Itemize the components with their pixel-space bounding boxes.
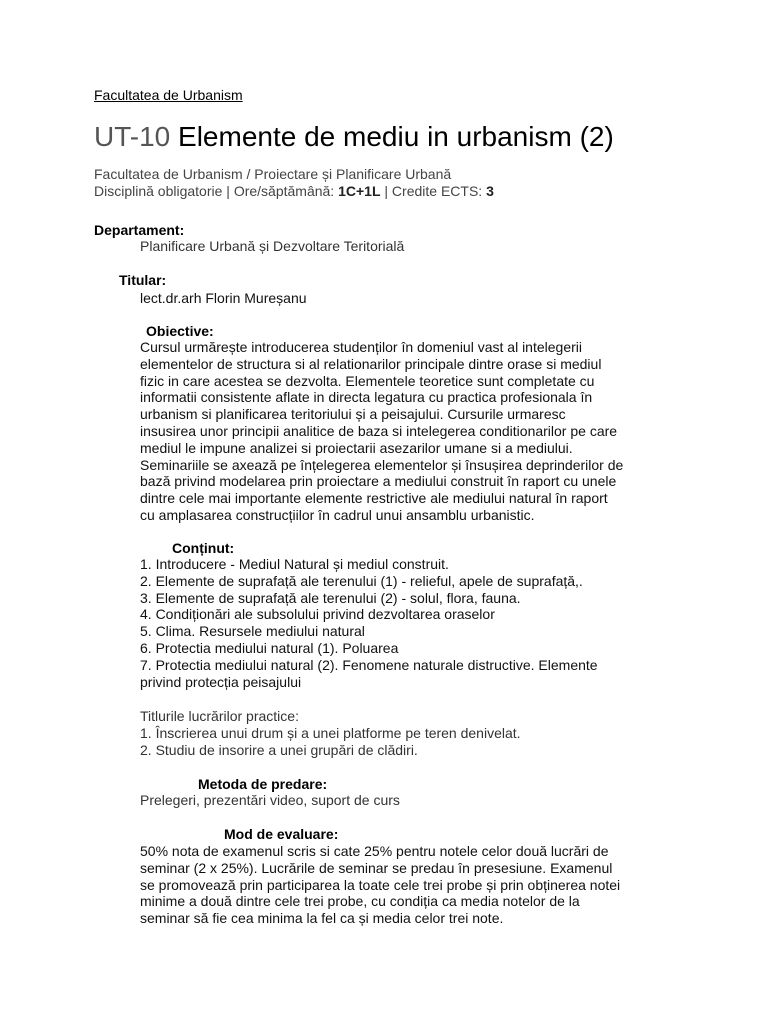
- evaluare-text: [140, 843, 620, 927]
- continut-label: Conținut:: [172, 540, 235, 556]
- meta-credits-value: 3: [486, 183, 494, 199]
- obiective-text: [140, 339, 623, 524]
- list-item: 2. Studiu de insorire a unei grupări de clădiri.: [140, 741, 418, 758]
- departament-text: Planificare Urbană și Dezvoltare Teritorială: [140, 238, 405, 254]
- text-line: bază privind modelarea prin proiectare a mediului construit în raport cu unele: [140, 473, 617, 490]
- lucrari-list: [140, 708, 521, 758]
- text-line: insusirea unor principii analitice de baza si intelegerea conditionarilor pe care: [140, 422, 618, 439]
- course-code: UT-10: [94, 121, 171, 152]
- continut-list: [140, 556, 598, 690]
- list-item: 7. Protectia mediului natural (2). Fenomene naturale distructive. Elemente: [140, 656, 598, 673]
- text-line: Seminariile se axează pe înțelegerea elementelor și însușirea deprinderilor de: [140, 456, 624, 473]
- obiective-label: Obiective:: [146, 323, 214, 339]
- faculty-link[interactable]: Facultatea de Urbanism: [94, 87, 243, 103]
- list-item: 1. Introducere - Mediul Natural și mediul construit.: [140, 556, 449, 572]
- titular-value: [140, 290, 307, 307]
- list-item: 4. Condiționări ale subsolului privind dezvoltarea oraselor: [140, 606, 495, 623]
- list-item: privind protecția peisajului: [140, 673, 302, 690]
- text-line: urbanism si planificarea teritoriului și a peisajului. Cursurile urmaresc: [140, 406, 566, 423]
- list-item: 1. Înscrierea unui drum și a unei platforme pe teren denivelat.: [140, 724, 521, 741]
- titular-text: lect.dr.arh Florin Mureșanu: [140, 290, 307, 306]
- text-line: se promovează prin participarea la toate cele trei probe și prin obținerea notei: [140, 876, 621, 893]
- list-item: 2. Elemente de suprafață ale terenului (1) - relieful, apele de suprafață,.: [140, 572, 583, 589]
- text-line: elementelor de structura si al relationarilor principale dintre orase si mediul: [140, 355, 602, 372]
- list-item: 6. Protectia mediului natural (1). Poluarea: [140, 639, 399, 656]
- list-item: 3. Elemente de suprafață ale terenului (2) - solul, flora, fauna.: [140, 589, 521, 606]
- metoda-label: Metoda de predare:: [198, 776, 328, 792]
- text-line: 50% nota de examenul scris si cate 25% pentru notele celor două lucrări de: [140, 843, 609, 859]
- text-line: Cursul urmărește introducerea studenților în domeniul vast al intelegerii: [140, 339, 582, 355]
- meta-hours-value: 1C+1L: [338, 183, 381, 199]
- course-title: Elemente de mediu in urbanism (2): [178, 121, 614, 152]
- course-meta: [94, 166, 494, 200]
- departament-value: [140, 238, 404, 255]
- metoda-text: Prelegeri, prezentări video, suport de curs: [140, 792, 400, 808]
- text-line: seminar să fie cea minima la fel ca și media celor trei note.: [140, 910, 504, 927]
- titular-label: Titular:: [119, 272, 167, 288]
- evaluare-label: Mod de evaluare:: [224, 826, 339, 842]
- text-line: cu amplasarea construcțiilor în cadrul unui ansamblu urbanistic.: [140, 506, 535, 523]
- list-item: 5. Clima. Resursele mediului natural: [140, 623, 365, 640]
- meta-hours-label: Disciplină obligatorie | Ore/săptămână:: [94, 183, 339, 199]
- list-item: Titlurile lucrărilor practice:: [140, 708, 299, 724]
- meta-faculty-line: Facultatea de Urbanism / Proiectare și Planificare Urbană: [94, 166, 452, 182]
- meta-credits-label: | Credite ECTS:: [380, 183, 487, 199]
- text-line: mediul le impune analizei si proiectarii asezarilor umane si a mediului.: [140, 439, 573, 456]
- text-line: minime a două dintre cele trei probe, cu condiția ca media notelor de la: [140, 893, 580, 910]
- meta-details-line: [94, 183, 494, 200]
- text-line: seminar (2 x 25%). Lucrările de seminar se predau în presesiune. Examenul: [140, 859, 613, 876]
- text-line: informatii consistente aflate in directa legatura cu practica profesionala în: [140, 389, 593, 406]
- metoda-value: [140, 792, 400, 809]
- page-title: [94, 118, 614, 156]
- text-line: fizic in care acestea se dezvolta. Elementele teoretice sunt completate cu: [140, 372, 595, 389]
- departament-label: Departament:: [94, 222, 185, 238]
- text-line: dintre cele mai importante elemente restrictive ale mediului natural în raport: [140, 490, 608, 507]
